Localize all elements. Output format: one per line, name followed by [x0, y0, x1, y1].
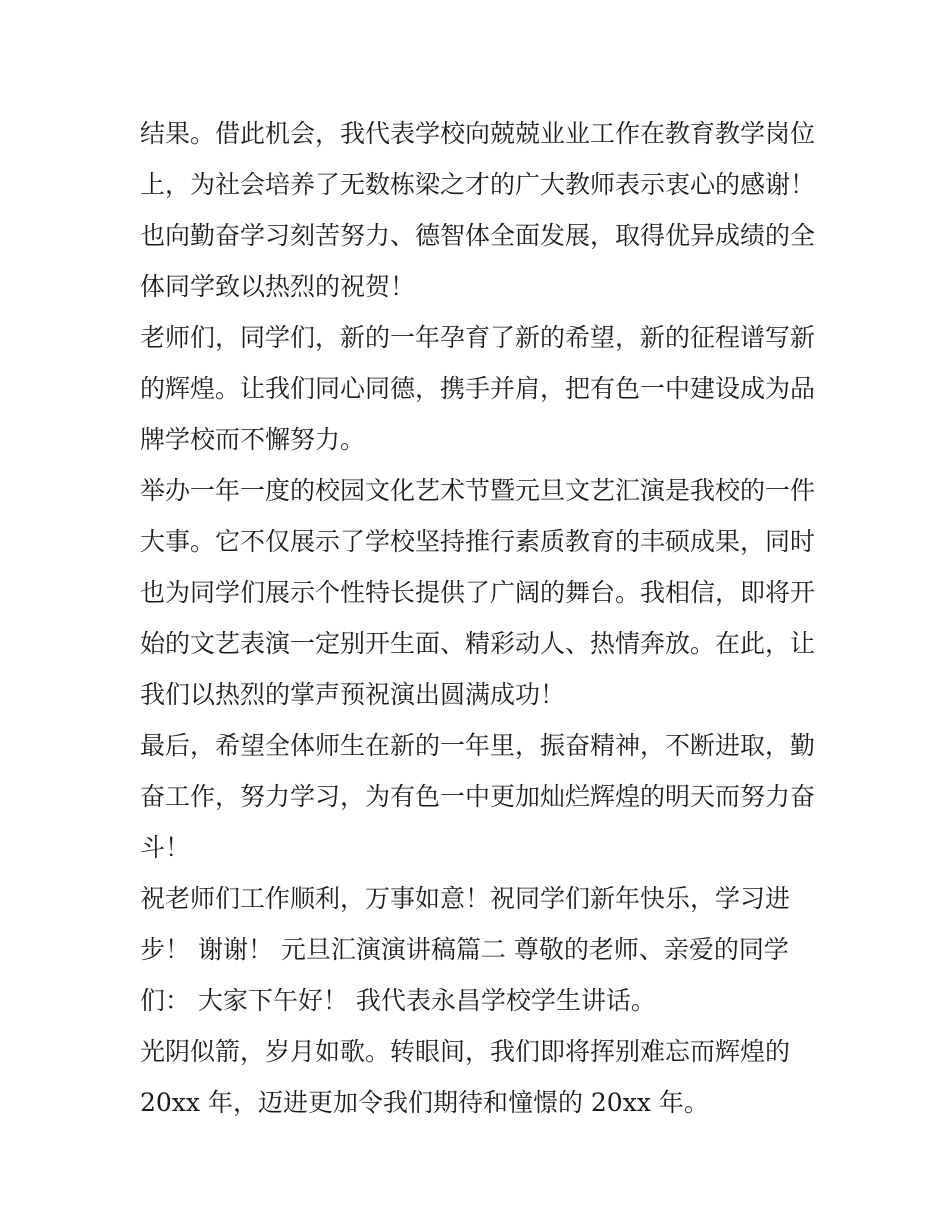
- text-line: 奋工作，努力学习，为有色一中更加灿烂辉煌的明天而努力奋: [140, 782, 816, 811]
- text-line: 上，为社会培养了无数栋梁之才的广大教师表示衷心的感谢！: [140, 170, 816, 199]
- text-line: 结果。借此机会，我代表学校向兢兢业业工作在教育教学岗位: [140, 119, 816, 148]
- text-line: 举办一年一度的校园文化艺术节暨元旦文艺汇演是我校的一件: [140, 476, 816, 505]
- text-line: 我们以热烈的掌声预祝演出圆满成功！: [140, 680, 566, 709]
- text-line: 斗！: [140, 833, 191, 862]
- text-line: 光阴似箭，岁月如歌。转眼间，我们即将挥别难忘而辉煌的: [140, 1037, 791, 1066]
- text-line: 始的文艺表演一定别开生面、精彩动人、热情奔放。在此，让: [140, 629, 816, 658]
- text-line: 最后，希望全体师生在新的一年里，振奋精神，不断进取，勤: [140, 731, 816, 760]
- text-line: 大事。它不仅展示了学校坚持推行素质教育的丰硕成果，同时: [140, 527, 816, 556]
- text-line: 的辉煌。让我们同心同德，携手并肩，把有色一中建设成为品: [140, 374, 816, 403]
- text-line: 们： 大家下午好！ 我代表永昌学校学生讲话。: [140, 986, 656, 1015]
- text-line: 20xx 年，迈进更加令我们期待和憧憬的 20xx 年。: [140, 1088, 709, 1117]
- document-body: [140, 108, 830, 1128]
- text-line: 祝老师们工作顺利，万事如意！祝同学们新年快乐，学习进: [140, 884, 791, 913]
- text-line: 也为同学们展示个性特长提供了广阔的舞台。我相信，即将开: [140, 578, 816, 607]
- text-line: 牌学校而不懈努力。: [140, 425, 366, 454]
- text-line: 体同学致以热烈的祝贺！: [140, 272, 416, 301]
- text-line: 老师们，同学们，新的一年孕育了新的希望，新的征程谱写新: [140, 323, 816, 352]
- text-line: 步！ 谢谢！ 元旦汇演演讲稿篇二 尊敬的老师、亲爱的同学: [140, 935, 789, 964]
- text-line: 也向勤奋学习刻苦努力、德智体全面发展，取得优异成绩的全: [140, 221, 816, 250]
